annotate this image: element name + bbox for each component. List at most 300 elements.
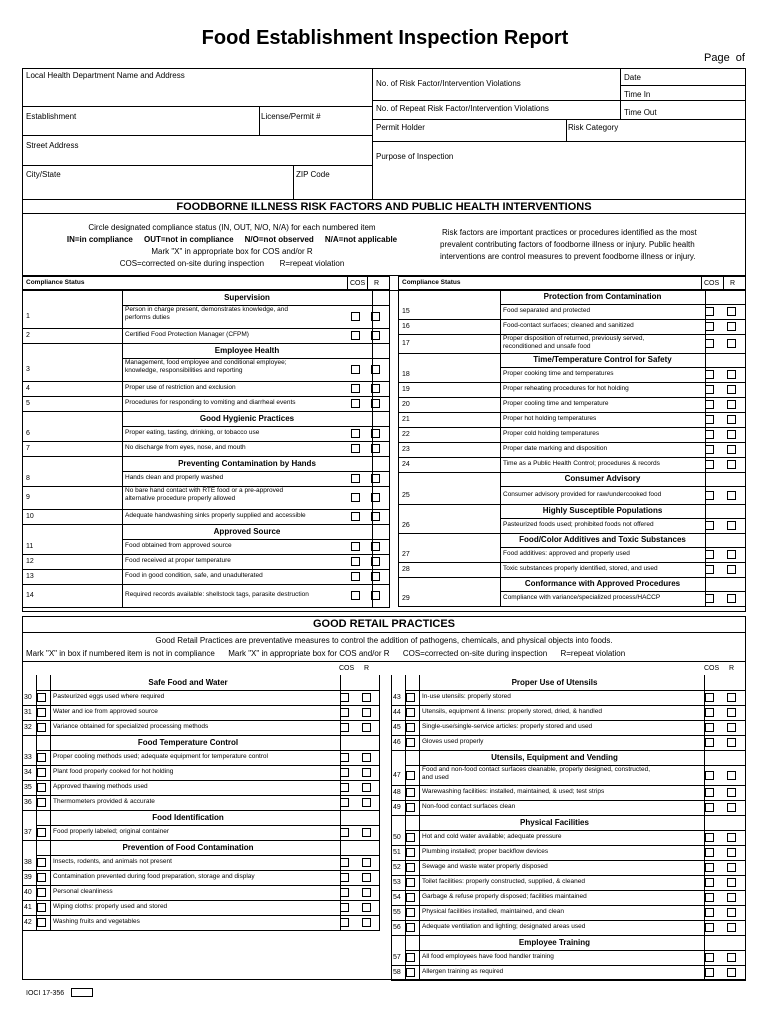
rule	[340, 675, 341, 930]
s2-instruction-2: Mark "X" in box if numbered item is not in compliance Mark "X" in appropriate box for COS and/or R COS=corrected on-site during inspection R=repeat violation	[26, 649, 626, 658]
rule	[398, 606, 746, 607]
item-description: Insects, rodents, and animals not present	[53, 858, 172, 865]
item-checkbox[interactable]	[406, 893, 415, 902]
rule	[347, 276, 348, 290]
cos-checkbox[interactable]	[351, 444, 360, 453]
repeat-checkbox[interactable]	[362, 783, 371, 792]
item-description: Single-use/single-service articles: properly stored and used	[422, 723, 593, 730]
repeat-checkbox[interactable]	[727, 833, 736, 842]
rule	[500, 367, 746, 368]
s1-left-table	[22, 276, 390, 612]
cos-checkbox[interactable]	[340, 828, 349, 837]
repeat-checkbox[interactable]	[727, 445, 736, 454]
repeat-checkbox[interactable]	[727, 307, 736, 316]
rule	[391, 965, 746, 966]
item-number: 19	[402, 386, 410, 393]
repeat-checkbox[interactable]	[727, 550, 736, 559]
item-number: 10	[26, 513, 34, 520]
item-number: 23	[402, 446, 410, 453]
repeat-checkbox[interactable]	[362, 753, 371, 762]
repeat-checkbox[interactable]	[727, 415, 736, 424]
item-checkbox[interactable]	[37, 783, 46, 792]
cos-checkbox[interactable]	[351, 493, 360, 502]
establishment-label: Establishment	[26, 112, 77, 121]
item-checkbox[interactable]	[406, 848, 415, 857]
cos-checkbox[interactable]	[705, 415, 714, 424]
item-description: Hot and cold water available; adequate pressure	[422, 833, 562, 840]
item-description: Washing fruits and vegetables	[53, 918, 140, 925]
rule	[22, 290, 23, 607]
item-number: 46	[393, 739, 401, 746]
rule	[398, 577, 746, 578]
repeat-checkbox[interactable]	[727, 521, 736, 530]
cos-checkbox[interactable]	[340, 873, 349, 882]
rule	[22, 441, 390, 442]
item-checkbox[interactable]	[406, 878, 415, 887]
cos-checkbox[interactable]	[351, 429, 360, 438]
item-description: Allergen training as required	[422, 968, 504, 975]
cos-checkbox[interactable]	[705, 863, 714, 872]
item-description: Proper cooling time and temperature	[503, 400, 609, 407]
rule	[398, 382, 746, 383]
cos-checkbox[interactable]	[351, 474, 360, 483]
repeat-checkbox[interactable]	[727, 923, 736, 932]
repeat-checkbox[interactable]	[727, 968, 736, 977]
cos-column-label: COS	[339, 665, 355, 672]
item-checkbox[interactable]	[406, 771, 415, 780]
rule	[36, 855, 380, 856]
risk-factors-title: FOODBORNE ILLNESS RISK FACTORS AND PUBLIC HEALTH INTERVENTIONS	[176, 201, 592, 213]
item-description: Proper disposition of returned, previously served,	[503, 335, 645, 342]
cos-checkbox[interactable]	[705, 848, 714, 857]
rule	[22, 900, 380, 901]
repeat-checkbox[interactable]	[362, 723, 371, 732]
item-checkbox[interactable]	[406, 708, 415, 717]
item-description: Adequate ventilation and lighting; designated areas used	[422, 923, 586, 930]
rule	[391, 905, 746, 906]
repeat-checkbox[interactable]	[727, 893, 736, 902]
item-checkbox[interactable]	[37, 903, 46, 912]
cos-checkbox[interactable]	[705, 322, 714, 331]
cos-checkbox[interactable]	[705, 803, 714, 812]
category-heading: Consumer Advisory	[564, 474, 641, 483]
item-checkbox[interactable]	[406, 788, 415, 797]
item-checkbox[interactable]	[37, 858, 46, 867]
item-number: 54	[393, 894, 401, 901]
cos-checkbox[interactable]	[351, 384, 360, 393]
s1-instruction-3: Mark "X" in appropriate box for COS and/or R	[151, 247, 313, 256]
rule	[22, 915, 380, 916]
permit-holder-label: Permit Holder	[376, 123, 425, 132]
item-number: 7	[26, 445, 30, 452]
category-heading: Supervision	[224, 292, 270, 302]
rule	[398, 412, 746, 413]
rule	[391, 890, 746, 891]
item-description: Proper cooling methods used; adequate equipment for temperature control	[53, 753, 268, 760]
item-checkbox[interactable]	[37, 693, 46, 702]
rule	[500, 547, 746, 548]
repeat-checkbox[interactable]	[362, 798, 371, 807]
repeat-checkbox[interactable]	[727, 908, 736, 917]
item-checkbox[interactable]	[37, 723, 46, 732]
item-checkbox[interactable]	[406, 863, 415, 872]
repeat-checkbox[interactable]	[727, 738, 736, 747]
repeat-checkbox[interactable]	[727, 723, 736, 732]
repeat-checkbox[interactable]	[727, 491, 736, 500]
rule	[36, 750, 380, 751]
repeat-checkbox[interactable]	[727, 460, 736, 469]
item-checkbox[interactable]	[37, 753, 46, 762]
form-id: IOCI 17-356	[26, 990, 65, 997]
zip-label: ZIP Code	[296, 170, 330, 179]
cos-checkbox[interactable]	[351, 312, 360, 321]
cos-checkbox[interactable]	[351, 331, 360, 340]
cos-checkbox[interactable]	[705, 771, 714, 780]
item-number: 44	[393, 709, 401, 716]
repeat-checkbox[interactable]	[727, 400, 736, 409]
item-number: 45	[393, 724, 401, 731]
cos-checkbox[interactable]	[705, 708, 714, 717]
item-description: Plumbing installed; proper backflow devices	[422, 848, 549, 855]
cos-checkbox[interactable]	[340, 693, 349, 702]
repeat-checkbox[interactable]	[727, 339, 736, 348]
rule	[391, 980, 746, 981]
item-description: All food employees have food handler training	[422, 953, 554, 960]
rule	[391, 675, 392, 980]
rule	[22, 705, 380, 706]
item-number: 41	[24, 904, 32, 911]
repeat-checkbox[interactable]	[362, 903, 371, 912]
item-checkbox[interactable]	[37, 873, 46, 882]
item-checkbox[interactable]	[37, 888, 46, 897]
cos-checkbox[interactable]	[705, 738, 714, 747]
repeat-checkbox[interactable]	[362, 858, 371, 867]
time-in-label: Time In	[624, 90, 651, 99]
item-number: 18	[402, 371, 410, 378]
item-checkbox[interactable]	[406, 923, 415, 932]
item-checkbox[interactable]	[406, 953, 415, 962]
repeat-checkbox[interactable]	[727, 878, 736, 887]
rule	[122, 426, 390, 427]
rule	[745, 675, 746, 980]
item-number: 5	[26, 400, 30, 407]
cos-checkbox[interactable]	[705, 370, 714, 379]
item-number: 52	[393, 864, 401, 871]
cos-checkbox[interactable]	[705, 521, 714, 530]
repeat-checkbox[interactable]	[727, 370, 736, 379]
cos-checkbox[interactable]	[340, 903, 349, 912]
item-description: Pasteurized eggs used where required	[53, 693, 165, 700]
rule	[398, 504, 746, 505]
rule	[398, 472, 746, 473]
item-number: 42	[24, 919, 32, 926]
item-number: 53	[393, 879, 401, 886]
item-description: Warewashing facilities: installed, maintained, & used; test strips	[422, 788, 605, 795]
item-description: Food-contact surfaces; cleaned and sanitized	[503, 322, 634, 329]
page-number-label: Page of	[704, 52, 745, 64]
cos-checkbox[interactable]	[351, 399, 360, 408]
rule	[22, 456, 390, 457]
item-number: 13	[26, 573, 34, 580]
item-description-line2: alternative procedure properly allowed	[125, 495, 236, 502]
item-number: 58	[393, 969, 401, 976]
item-number: 24	[402, 461, 410, 468]
item-number: 48	[393, 789, 401, 796]
cos-checkbox[interactable]	[705, 491, 714, 500]
repeat-checkbox[interactable]	[727, 594, 736, 603]
item-number: 25	[402, 491, 410, 499]
rule	[22, 735, 380, 736]
item-number: 11	[26, 543, 34, 550]
item-description: Sewage and waste water properly disposed	[422, 863, 548, 870]
item-description: Approved thawing methods used	[53, 783, 148, 790]
item-description: Wiping cloths: properly used and stored	[53, 903, 168, 910]
cos-column-label: COS	[704, 280, 720, 287]
rule	[398, 457, 746, 458]
item-description: Proper eating, tasting, drinking, or tobacco use	[125, 429, 260, 436]
rule	[22, 411, 390, 412]
repeat-checkbox[interactable]	[727, 708, 736, 717]
repeat-checkbox[interactable]	[727, 565, 736, 574]
repeat-checkbox[interactable]	[362, 768, 371, 777]
cos-checkbox[interactable]	[705, 445, 714, 454]
item-checkbox[interactable]	[406, 803, 415, 812]
rule	[22, 885, 380, 886]
cos-checkbox[interactable]	[340, 798, 349, 807]
repeat-checkbox[interactable]	[727, 788, 736, 797]
item-checkbox[interactable]	[406, 723, 415, 732]
category-heading: Utensils, Equipment and Vending	[491, 752, 618, 762]
item-description: In-use utensils: properly stored	[422, 693, 511, 700]
rule	[22, 396, 390, 397]
item-description: Proper reheating procedures for hot holding	[503, 385, 629, 392]
item-description-line2: reconditioned and unsafe food	[503, 343, 591, 350]
repeat-checkbox[interactable]	[362, 693, 371, 702]
item-description: Plant food properly cooked for hot holding	[53, 768, 174, 775]
rule	[705, 290, 706, 606]
item-description: Time as a Public Health Control; procedures & records	[503, 460, 660, 467]
cos-checkbox[interactable]	[351, 572, 360, 581]
item-description: Food received at proper temperature	[125, 557, 231, 564]
cos-checkbox[interactable]	[351, 512, 360, 521]
street-label: Street Address	[26, 141, 79, 150]
cos-checkbox[interactable]	[705, 385, 714, 394]
item-number: 26	[402, 522, 410, 529]
cos-checkbox[interactable]	[705, 339, 714, 348]
item-checkbox[interactable]	[406, 833, 415, 842]
item-checkbox[interactable]	[37, 708, 46, 717]
repeat-checkbox[interactable]	[727, 385, 736, 394]
cos-checkbox[interactable]	[351, 557, 360, 566]
category-heading: Physical Facilities	[520, 817, 589, 827]
cos-checkbox[interactable]	[705, 430, 714, 439]
repeat-checkbox[interactable]	[362, 888, 371, 897]
item-number: 28	[402, 566, 410, 573]
category-heading: Food Temperature Control	[137, 737, 239, 747]
cos-checkbox[interactable]	[705, 400, 714, 409]
rule	[22, 524, 390, 525]
item-number: 8	[26, 475, 30, 482]
cos-checkbox[interactable]	[705, 878, 714, 887]
cos-checkbox[interactable]	[705, 693, 714, 702]
rule	[745, 290, 746, 606]
item-number: 51	[393, 849, 401, 856]
item-number: 47	[393, 771, 401, 779]
item-description: Toilet facilities: properly constructed, supplied, & cleaned	[422, 878, 585, 885]
item-description: Certified Food Protection Manager (CFPM)	[125, 331, 249, 338]
rule	[704, 675, 705, 980]
rule	[122, 290, 123, 607]
cos-checkbox[interactable]	[705, 550, 714, 559]
city-label: City/State	[26, 170, 61, 179]
rule	[22, 343, 390, 344]
rule	[405, 830, 746, 831]
compliance-status-label: Compliance Status	[26, 279, 85, 286]
page-title: Food Establishment Inspection Report	[201, 27, 569, 49]
item-description: Water and ice from approved source	[53, 708, 158, 715]
cos-checkbox[interactable]	[705, 565, 714, 574]
item-checkbox[interactable]	[37, 768, 46, 777]
rule	[391, 720, 746, 721]
repeat-checkbox[interactable]	[727, 953, 736, 962]
rule	[22, 509, 390, 510]
rule	[22, 765, 380, 766]
cos-checkbox[interactable]	[340, 783, 349, 792]
cos-checkbox[interactable]	[705, 953, 714, 962]
cos-checkbox[interactable]	[351, 591, 360, 600]
item-number: 35	[24, 784, 32, 791]
item-number: 3	[26, 366, 30, 373]
item-description: Proper hot holding temperatures	[503, 415, 597, 422]
item-checkbox[interactable]	[406, 738, 415, 747]
item-description: Contamination prevented during food preparation, storage and display	[53, 873, 255, 880]
cos-checkbox[interactable]	[705, 307, 714, 316]
cos-checkbox[interactable]	[340, 858, 349, 867]
rule	[22, 675, 23, 930]
cos-checkbox[interactable]	[340, 888, 349, 897]
rule	[22, 870, 380, 871]
rule	[391, 705, 746, 706]
item-description: Variance obtained for specialized processing methods	[53, 723, 209, 730]
rule	[391, 800, 746, 801]
repeat-checkbox[interactable]	[362, 918, 371, 927]
item-description: Toxic substances properly identified, stored, and used	[503, 565, 658, 572]
lhd-label: Local Health Department Name and Address	[26, 71, 185, 80]
cos-checkbox[interactable]	[340, 918, 349, 927]
item-checkbox[interactable]	[37, 798, 46, 807]
rule	[372, 290, 373, 607]
rule	[419, 675, 420, 980]
rule	[398, 442, 746, 443]
lhd-field[interactable]	[24, 82, 369, 103]
item-description: Thermometers provided & accurate	[53, 798, 155, 805]
item-number: 21	[402, 416, 410, 423]
repeat-checkbox[interactable]	[362, 873, 371, 882]
repeat-checkbox[interactable]	[727, 322, 736, 331]
item-description: Gloves used properly	[422, 738, 484, 745]
cos-checkbox[interactable]	[705, 893, 714, 902]
s2-instruction-1: Good Retail Practices are preventative measures to control the addition of pathogens, chemicals, and physical objects into foods.	[155, 636, 613, 645]
risk-category-label: Risk Category	[568, 123, 619, 132]
repeat-checkbox[interactable]	[727, 863, 736, 872]
cos-checkbox[interactable]	[705, 723, 714, 732]
repeat-checkbox[interactable]	[727, 693, 736, 702]
repeat-checkbox[interactable]	[727, 803, 736, 812]
item-description: No discharge from eyes, nose, and mouth	[125, 444, 246, 451]
cos-checkbox[interactable]	[340, 768, 349, 777]
rule	[389, 290, 390, 607]
rule	[22, 328, 390, 329]
item-description: Utensils, equipment & linens: properly stored, dried, & handled	[422, 708, 602, 715]
rule	[22, 584, 390, 585]
item-description: Garbage & refuse properly disposed; facilities maintained	[422, 893, 587, 900]
category-heading: Time/Temperature Control for Safety	[533, 355, 672, 364]
rule	[22, 720, 380, 721]
repeat-checkbox[interactable]	[727, 848, 736, 857]
repeat-checkbox[interactable]	[362, 828, 371, 837]
cos-checkbox[interactable]	[705, 968, 714, 977]
cos-checkbox[interactable]	[351, 542, 360, 551]
item-checkbox[interactable]	[37, 918, 46, 927]
item-number: 9	[26, 494, 30, 501]
cos-checkbox[interactable]	[705, 594, 714, 603]
cos-checkbox[interactable]	[705, 833, 714, 842]
item-description: Non-food contact surfaces clean	[422, 803, 516, 810]
item-number: 2	[26, 332, 30, 339]
item-number: 39	[24, 874, 32, 881]
rule	[122, 539, 390, 540]
item-checkbox[interactable]	[406, 968, 415, 977]
cos-checkbox[interactable]	[340, 708, 349, 717]
rule	[398, 562, 746, 563]
rule	[22, 810, 380, 811]
item-description: Proper use of restriction and exclusion	[125, 384, 236, 391]
category-heading: Prevention of Food Contamination	[122, 842, 254, 852]
cos-checkbox[interactable]	[705, 460, 714, 469]
repeat-checkbox[interactable]	[362, 708, 371, 717]
item-description: Physical facilities installed, maintained, and clean	[422, 908, 564, 915]
form-id-box[interactable]	[71, 988, 93, 997]
rule	[391, 750, 746, 751]
r-column-label: R	[364, 665, 370, 672]
item-number: 4	[26, 385, 30, 392]
item-description: Personal cleanliness	[53, 888, 113, 895]
rule	[122, 471, 390, 472]
cos-checkbox[interactable]	[351, 365, 360, 374]
repeat-checkbox[interactable]	[727, 430, 736, 439]
license-label: License/Permit #	[261, 112, 321, 121]
item-number: 27	[402, 551, 410, 558]
cos-checkbox[interactable]	[705, 788, 714, 797]
good-retail-title: GOOD RETAIL PRACTICES	[313, 618, 455, 630]
item-number: 30	[24, 694, 32, 701]
cos-checkbox[interactable]	[705, 908, 714, 917]
category-heading: Highly Susceptible Populations	[542, 506, 663, 515]
cos-checkbox[interactable]	[340, 723, 349, 732]
item-checkbox[interactable]	[37, 828, 46, 837]
item-number: 37	[24, 829, 32, 836]
item-number: 32	[24, 724, 32, 731]
item-checkbox[interactable]	[406, 908, 415, 917]
r-column-label: R	[374, 280, 380, 287]
cos-checkbox[interactable]	[340, 753, 349, 762]
repeat-checkbox[interactable]	[727, 771, 736, 780]
item-checkbox[interactable]	[406, 693, 415, 702]
item-number: 15	[402, 308, 410, 315]
cos-checkbox[interactable]	[705, 923, 714, 932]
rule	[398, 353, 746, 354]
rule	[22, 554, 390, 555]
